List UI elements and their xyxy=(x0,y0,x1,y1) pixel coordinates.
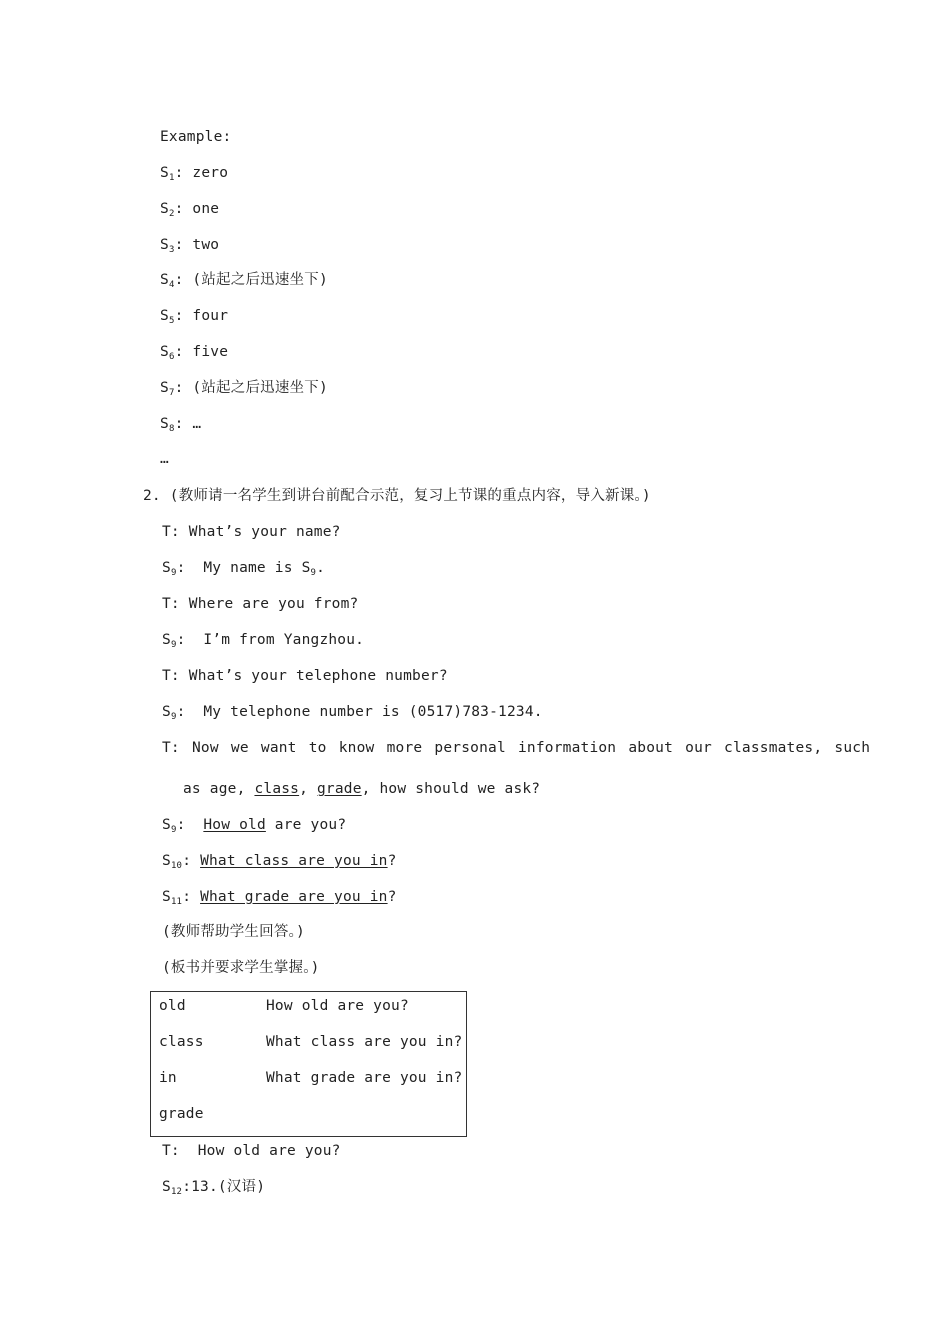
drill-line-s4: $S_4$: (站起之后迅速坐下) xyxy=(160,272,328,290)
underlined-what-class: What class are you in xyxy=(200,853,388,869)
dialogue-teacher-1: T: What’s your name? xyxy=(162,524,341,540)
drill-line-s7: $S_7$: (站起之后迅速坐下) xyxy=(160,380,328,398)
dialogue-teacher-4-line1: T: Now we want to know more personal information about our classmates, such xyxy=(162,740,871,756)
board-question-1: How old are you? xyxy=(266,998,409,1014)
dialogue-teacher-2: T: Where are you from? xyxy=(162,596,359,612)
dialogue-s11: $S_{11}$: What grade are you in? xyxy=(162,889,397,907)
dialogue-s9-2: $S_9$: I’m from Yangzhou. xyxy=(162,632,365,650)
underlined-what-grade: What grade are you in xyxy=(200,889,388,905)
note-teacher-helps: (教师帮助学生回答。) xyxy=(162,924,305,940)
note-blackboard: (板书并要求学生掌握。) xyxy=(162,960,320,976)
board-question-2: What class are you in? xyxy=(266,1034,463,1050)
board-question-3: What grade are you in? xyxy=(266,1070,463,1086)
drill-line-s8: $S_8$: … xyxy=(160,416,202,434)
underlined-class: class xyxy=(254,781,300,797)
example-label: Example: xyxy=(160,129,232,145)
drill-line-s1: $S_1$: zero xyxy=(160,165,229,183)
board-word-1: old xyxy=(159,998,186,1014)
underlined-grade: grade xyxy=(316,781,362,797)
dialogue-teacher-4-line2: as age, class, grade, how should we ask? xyxy=(183,781,541,797)
drill-line-s5: $S_5$: four xyxy=(160,308,229,326)
dialogue-s9-1: $S_9$: My name is $S_9$. xyxy=(162,560,326,578)
board-word-3: in xyxy=(159,1070,177,1086)
board-word-4: grade xyxy=(159,1106,204,1122)
drill-line-s2: $S_2$: one xyxy=(160,201,220,219)
dialogue-s10: $S_{10}$: What class are you in? xyxy=(162,853,397,871)
dialogue-teacher-3: T: What’s your telephone number? xyxy=(162,668,448,684)
dialogue-s9-3: $S_9$: My telephone number is (0517)783-1234. xyxy=(162,704,543,722)
dialogue-s12: $S_{12}:13$.(汉语) xyxy=(162,1179,266,1197)
step-2-heading: 2. (教师请一名学生到讲台前配合示范，复习上节课的重点内容，导入新课。) xyxy=(143,488,651,504)
drill-ellipsis: … xyxy=(160,451,169,467)
drill-line-s6: $S_6$: five xyxy=(160,344,229,362)
board-word-2: class xyxy=(159,1034,204,1050)
drill-line-s3: $S_3$: two xyxy=(160,237,220,255)
dialogue-s9-4: $S_9$: How old are you? xyxy=(162,817,347,835)
underlined-how-old: How old xyxy=(203,817,266,833)
blackboard-box xyxy=(150,991,467,1137)
dialogue-teacher-5: T: How old are you? xyxy=(162,1143,341,1159)
